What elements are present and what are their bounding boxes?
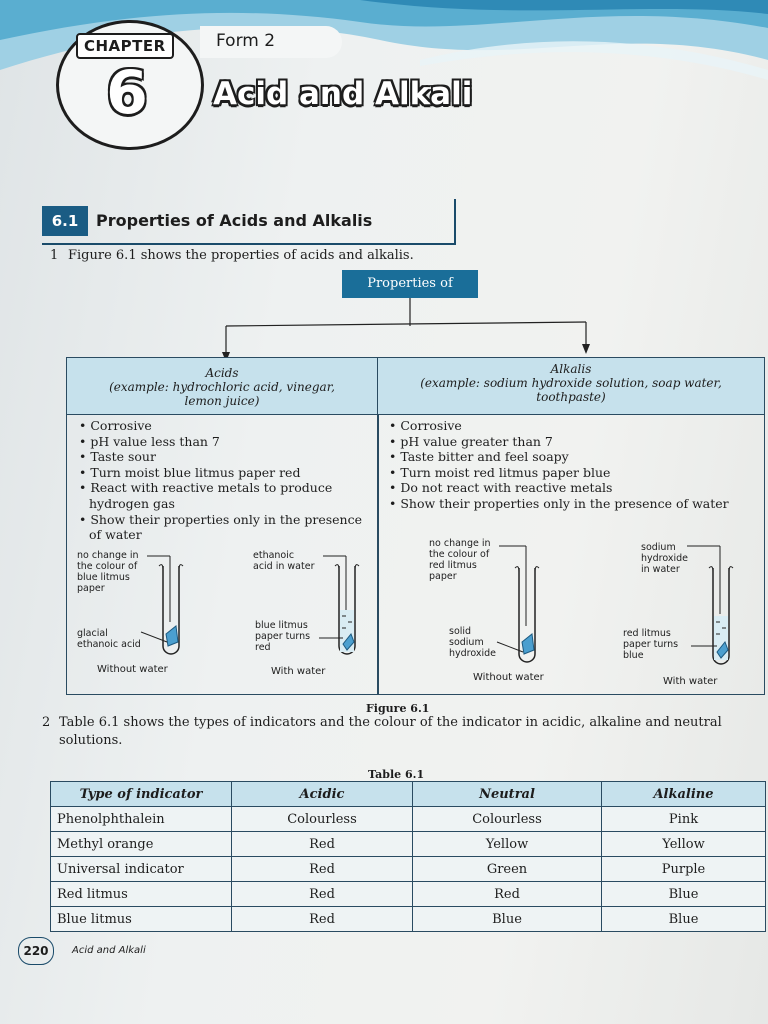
table-cell: Colourless <box>413 807 602 832</box>
table-cell: Red <box>232 882 413 907</box>
acid-tube1-label: no change in the colour of blue litmus paper <box>77 550 139 594</box>
table-cell: Colourless <box>232 807 413 832</box>
list-item: • Turn moist blue litmus paper red <box>79 464 301 480</box>
section-title: Properties of Acids and Alkalis <box>96 211 373 230</box>
table-cell: Red litmus <box>51 882 232 907</box>
list-item: • Corrosive <box>389 418 462 433</box>
acid-tube2-label: ethanoic acid in water <box>253 550 315 572</box>
acids-example-line1: (example: hydrochloric acid, vinegar, <box>109 380 335 394</box>
alkalis-properties <box>385 418 761 512</box>
table-cell: Red <box>413 882 602 907</box>
table-cell: Blue <box>602 882 766 907</box>
table-cell: Yellow <box>413 832 602 857</box>
figure-6-1 <box>66 357 765 695</box>
list-item: • Corrosive <box>79 418 152 433</box>
question-2-line1: Table 6.1 shows the types of indicators and the colour of the indicator in acidic, alkaline and neutral <box>59 715 722 730</box>
column-header: Alkaline <box>602 782 766 807</box>
acids-properties <box>75 418 373 543</box>
acids-header <box>67 358 377 415</box>
chapter-number: 6 <box>106 58 148 128</box>
indicator-table <box>50 781 766 932</box>
section-number: 6.1 <box>42 206 88 236</box>
chapter-title: Acid and Alkali <box>213 76 473 112</box>
table-caption: Table 6.1 <box>368 768 425 781</box>
list-item: • Turn moist red litmus paper blue <box>389 464 611 480</box>
table-cell: Red <box>232 832 413 857</box>
list-item: • Show their properties only in the presence of water <box>389 495 729 511</box>
table-cell: Blue <box>602 907 766 932</box>
table-row <box>51 832 766 857</box>
list-item: • Do not react with reactive metals <box>389 480 613 496</box>
acid-tube1-caption: Without water <box>97 664 168 675</box>
test-tube-icon <box>335 565 359 654</box>
figure-connectors <box>0 0 768 380</box>
footer-title: Acid and Alkali <box>72 945 146 956</box>
form-tag: Form 2 <box>200 26 342 58</box>
alkali-tube2-result: red litmus paper turns blue <box>623 628 679 661</box>
list-item: • Show their properties only in the presence of water <box>79 511 362 543</box>
table-cell: Universal indicator <box>51 857 232 882</box>
table-row <box>51 907 766 932</box>
table-header-row <box>51 782 766 807</box>
list-item: • pH value greater than 7 <box>389 433 553 449</box>
alkali-tube1-caption: Without water <box>473 672 544 683</box>
alkalis-header <box>378 358 764 415</box>
table-cell: Red <box>232 907 413 932</box>
list-item: • Taste sour <box>79 449 156 465</box>
alkali-tube2-label: sodium hydroxide in water <box>641 542 689 575</box>
table-row <box>51 807 766 832</box>
question-1-number: 1 <box>50 248 59 263</box>
table-row <box>51 882 766 907</box>
alkalis-example-line2: toothpaste) <box>536 390 606 404</box>
figure-caption: Figure 6.1 <box>366 702 430 715</box>
table-cell: Pink <box>602 807 766 832</box>
table-cell: Phenolphthalein <box>51 807 232 832</box>
alkali-tube1-label: no change in the colour of red litmus paper <box>429 538 491 582</box>
chapter-label: CHAPTER <box>76 33 174 59</box>
acids-example-line2: lemon juice) <box>184 394 260 408</box>
question-2-line2: solutions. <box>59 733 123 748</box>
acid-tube2-caption: With water <box>271 666 326 677</box>
properties-root-label: Properties of <box>342 270 478 298</box>
table-cell: Purple <box>602 857 766 882</box>
list-item: • pH value less than 7 <box>79 433 220 449</box>
alkalis-example-line1: (example: sodium hydroxide solution, soap water, <box>420 376 722 390</box>
table-cell: Green <box>413 857 602 882</box>
column-header: Type of indicator <box>51 782 232 807</box>
acids-heading: Acids <box>205 366 239 380</box>
column-header: Neutral <box>413 782 602 807</box>
question-1-text: Figure 6.1 shows the properties of acids and alkalis. <box>68 248 414 263</box>
table-cell: Blue litmus <box>51 907 232 932</box>
table-cell: Methyl orange <box>51 832 232 857</box>
table-row <box>51 857 766 882</box>
test-tube-icon <box>515 567 539 662</box>
alkali-tube1-substance: solid sodium hydroxide <box>449 626 497 659</box>
test-tube-icon <box>709 567 733 664</box>
alkalis-heading: Alkalis <box>550 362 592 376</box>
table-cell: Yellow <box>602 832 766 857</box>
acid-tube2-result: blue litmus paper turns red <box>255 620 311 653</box>
list-item: • React with reactive metals to produce hydrogen gas <box>79 480 333 511</box>
column-header: Acidic <box>232 782 413 807</box>
table-cell: Blue <box>413 907 602 932</box>
alkali-tube2-caption: With water <box>663 676 718 687</box>
question-2-number: 2 <box>42 715 51 730</box>
page-number: 220 <box>18 937 54 965</box>
list-item: • Taste bitter and feel soapy <box>389 449 569 465</box>
table-cell: Red <box>232 857 413 882</box>
acid-tube1-substance: glacial ethanoic acid <box>77 628 141 650</box>
